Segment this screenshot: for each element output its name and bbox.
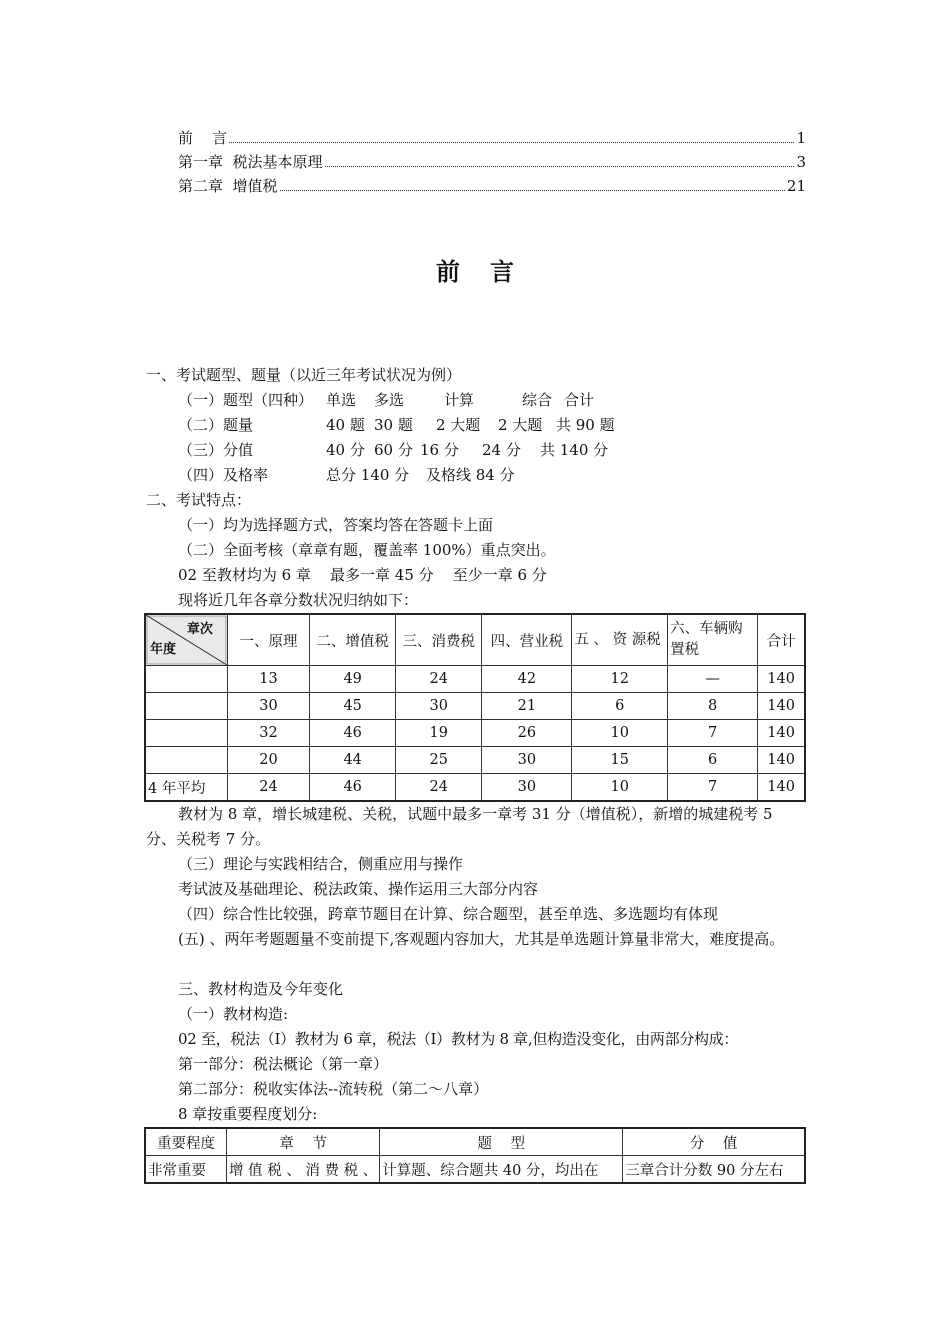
table-header-row [145,614,805,666]
table-cell: 140 [758,693,805,720]
table-cell: 25 [396,747,482,774]
table-cell: 10 [572,774,668,802]
page-title: 前言 [436,257,544,286]
paragraph: 02 至教材均为 6 章 最多一章 45 分 至少一章 6 分 [178,566,547,584]
row-label [145,720,227,747]
section-heading: 三、教材构造及今年变化 [178,980,344,998]
paragraph: 第一部分：税法概论（第一章） [178,1055,389,1073]
table-cell: 7 [668,720,758,747]
column-header: 章 节 [227,1128,380,1156]
cell: 计算 [444,391,475,409]
table-cell: 增 值 税 、 消 费 税 、 [227,1156,380,1184]
table-cell: 13 [227,666,309,693]
table-cell: 26 [482,720,572,747]
paragraph: （一）教材构造: [178,1005,289,1023]
paragraph: （三）理论与实践相结合，侧重应用与操作 [178,855,464,873]
table-cell: 24 [227,774,309,802]
table-cell: 140 [758,747,805,774]
row-label: （一）题型（四种） [178,391,314,409]
cell: 合计 [564,391,595,409]
exam-format-row [146,413,806,438]
table-cell: 42 [482,666,572,693]
column-header: 五 、 资 源税 [572,614,668,666]
toc-entry[interactable] [178,126,806,150]
cell: 60 分 [374,441,413,459]
column-header: 四、营业税 [482,614,572,666]
row-label: （二）题量 [178,416,254,434]
table-cell: 140 [758,666,805,693]
row-label: 4 年平均 [145,774,227,802]
table-of-contents [178,126,806,198]
paragraph: (五) 、两年考题题量不变前提下,客观题内容加大，尤其是单选题计算量非常大，难度提高。 [178,930,785,948]
column-header: 合计 [758,614,805,666]
table-cell: 计算题、综合题共 40 分，均出在 [380,1156,623,1184]
toc-leader [229,142,794,143]
cell: 多选 [374,391,405,409]
table-cell: 30 [482,747,572,774]
row-label [145,693,227,720]
cell: 2 大题 [498,416,543,434]
column-header: 一、原理 [227,614,309,666]
cell: 单选 [326,391,357,409]
table-cell: 6 [572,693,668,720]
row-label [145,747,227,774]
table-cell: 140 [758,774,805,802]
section-heading: 一、考试题型、题量（以近三年考试状况为例） [146,366,462,384]
table-cell: 140 [758,720,805,747]
table-cell: 46 [310,720,396,747]
paragraph: 教材为 8 章，增长城建税、关税，试题中最多一章考 31 分（增值税），新增的城建税考 5 分、关税考 7 分。 [146,805,773,848]
column-header: 六、车辆购置税 [668,614,758,666]
table-cell: 19 [396,720,482,747]
column-header: 二、增值税 [310,614,396,666]
cell: 综合 [522,391,553,409]
table-header-row [145,1128,805,1156]
table-cell: 15 [572,747,668,774]
section-heading: 二、考试特点： [146,491,252,509]
cell: 24 分 [482,441,521,459]
toc-leader [280,190,785,191]
table-cell: 10 [572,720,668,747]
toc-title: 第二章 增值税 [178,177,278,195]
table-row [145,1156,805,1184]
table-cell: 非常重要 [145,1156,227,1184]
corner-bottom-label: 年度 [150,642,177,657]
toc-leader [325,166,795,167]
table-cell: 24 [396,666,482,693]
toc-page: 1 [796,129,806,147]
cell: 共 140 分 [540,441,609,459]
toc-entry[interactable] [178,174,806,198]
paragraph: 考试波及基础理论、税法政策、操作运用三大部分内容 [178,880,539,898]
table-cell: 30 [482,774,572,802]
paragraph: （一）均为选择题方式，答案均答在答题卡上面 [178,516,494,534]
row-label: （四）及格率 [178,466,269,484]
cell: 及格线 84 分 [426,466,515,484]
cell: 40 分 [326,441,365,459]
toc-page: 3 [796,153,806,171]
toc-entry[interactable] [178,150,806,174]
exam-format-row [146,388,806,413]
table-cell: — [668,666,758,693]
table-cell: 49 [310,666,396,693]
table-row [145,720,805,747]
cell: 共 90 题 [556,416,615,434]
table-cell: 20 [227,747,309,774]
column-header: 分 值 [623,1128,805,1156]
table-cell: 7 [668,774,758,802]
table-cell: 30 [396,693,482,720]
table-cell: 24 [396,774,482,802]
paragraph: （四）综合性比较强，跨章节题目在计算、综合题型，甚至单选、多选题均有体现 [178,905,719,923]
paragraph: 02 至，税法（Ⅰ）教材为 6 章，税法（Ⅰ）教材为 8 章,但构造没变化，由两部分构成： [178,1030,739,1048]
table-cell: 21 [482,693,572,720]
table-row [145,693,805,720]
toc-page: 21 [786,177,806,195]
table-row [145,666,805,693]
row-label: （三）分值 [178,441,254,459]
paragraph: 第二部分：税收实体法--流转税（第二～八章） [178,1080,489,1098]
table-row [145,747,805,774]
exam-format-row [146,438,806,463]
cell: 2 大题 [436,416,481,434]
table-cell: 32 [227,720,309,747]
toc-title: 第一章 税法基本原理 [178,153,323,171]
table-cell: 45 [310,693,396,720]
document-body [146,363,806,1184]
table-cell: 三章合计分数 90 分左右 [623,1156,805,1184]
column-header: 三、消费税 [396,614,482,666]
exam-format-row [146,463,806,488]
corner-cell [145,614,227,666]
table-cell: 8 [668,693,758,720]
corner-top-label: 章次 [186,622,213,637]
table-cell: 44 [310,747,396,774]
cell: 16 分 [420,441,459,459]
chapter-scores-table [144,613,806,802]
paragraph: 8 章按重要程度划分: [178,1105,318,1123]
table-cell: 6 [668,747,758,774]
table-cell: 46 [310,774,396,802]
toc-title: 前 言 [178,129,228,147]
row-label [145,666,227,693]
table-cell: 12 [572,666,668,693]
paragraph: 现将近几年各章分数状况归纳如下： [178,591,419,609]
cell: 40 题 [326,416,365,434]
paragraph: （二）全面考核（章章有题，覆盖率 100%）重点突出。 [178,541,556,559]
column-header: 题 型 [380,1128,623,1156]
cell: 30 题 [374,416,413,434]
column-header: 重要程度 [145,1128,227,1156]
table-row [145,774,805,802]
table-cell: 30 [227,693,309,720]
cell: 总分 140 分 [326,466,410,484]
importance-table [144,1127,806,1184]
